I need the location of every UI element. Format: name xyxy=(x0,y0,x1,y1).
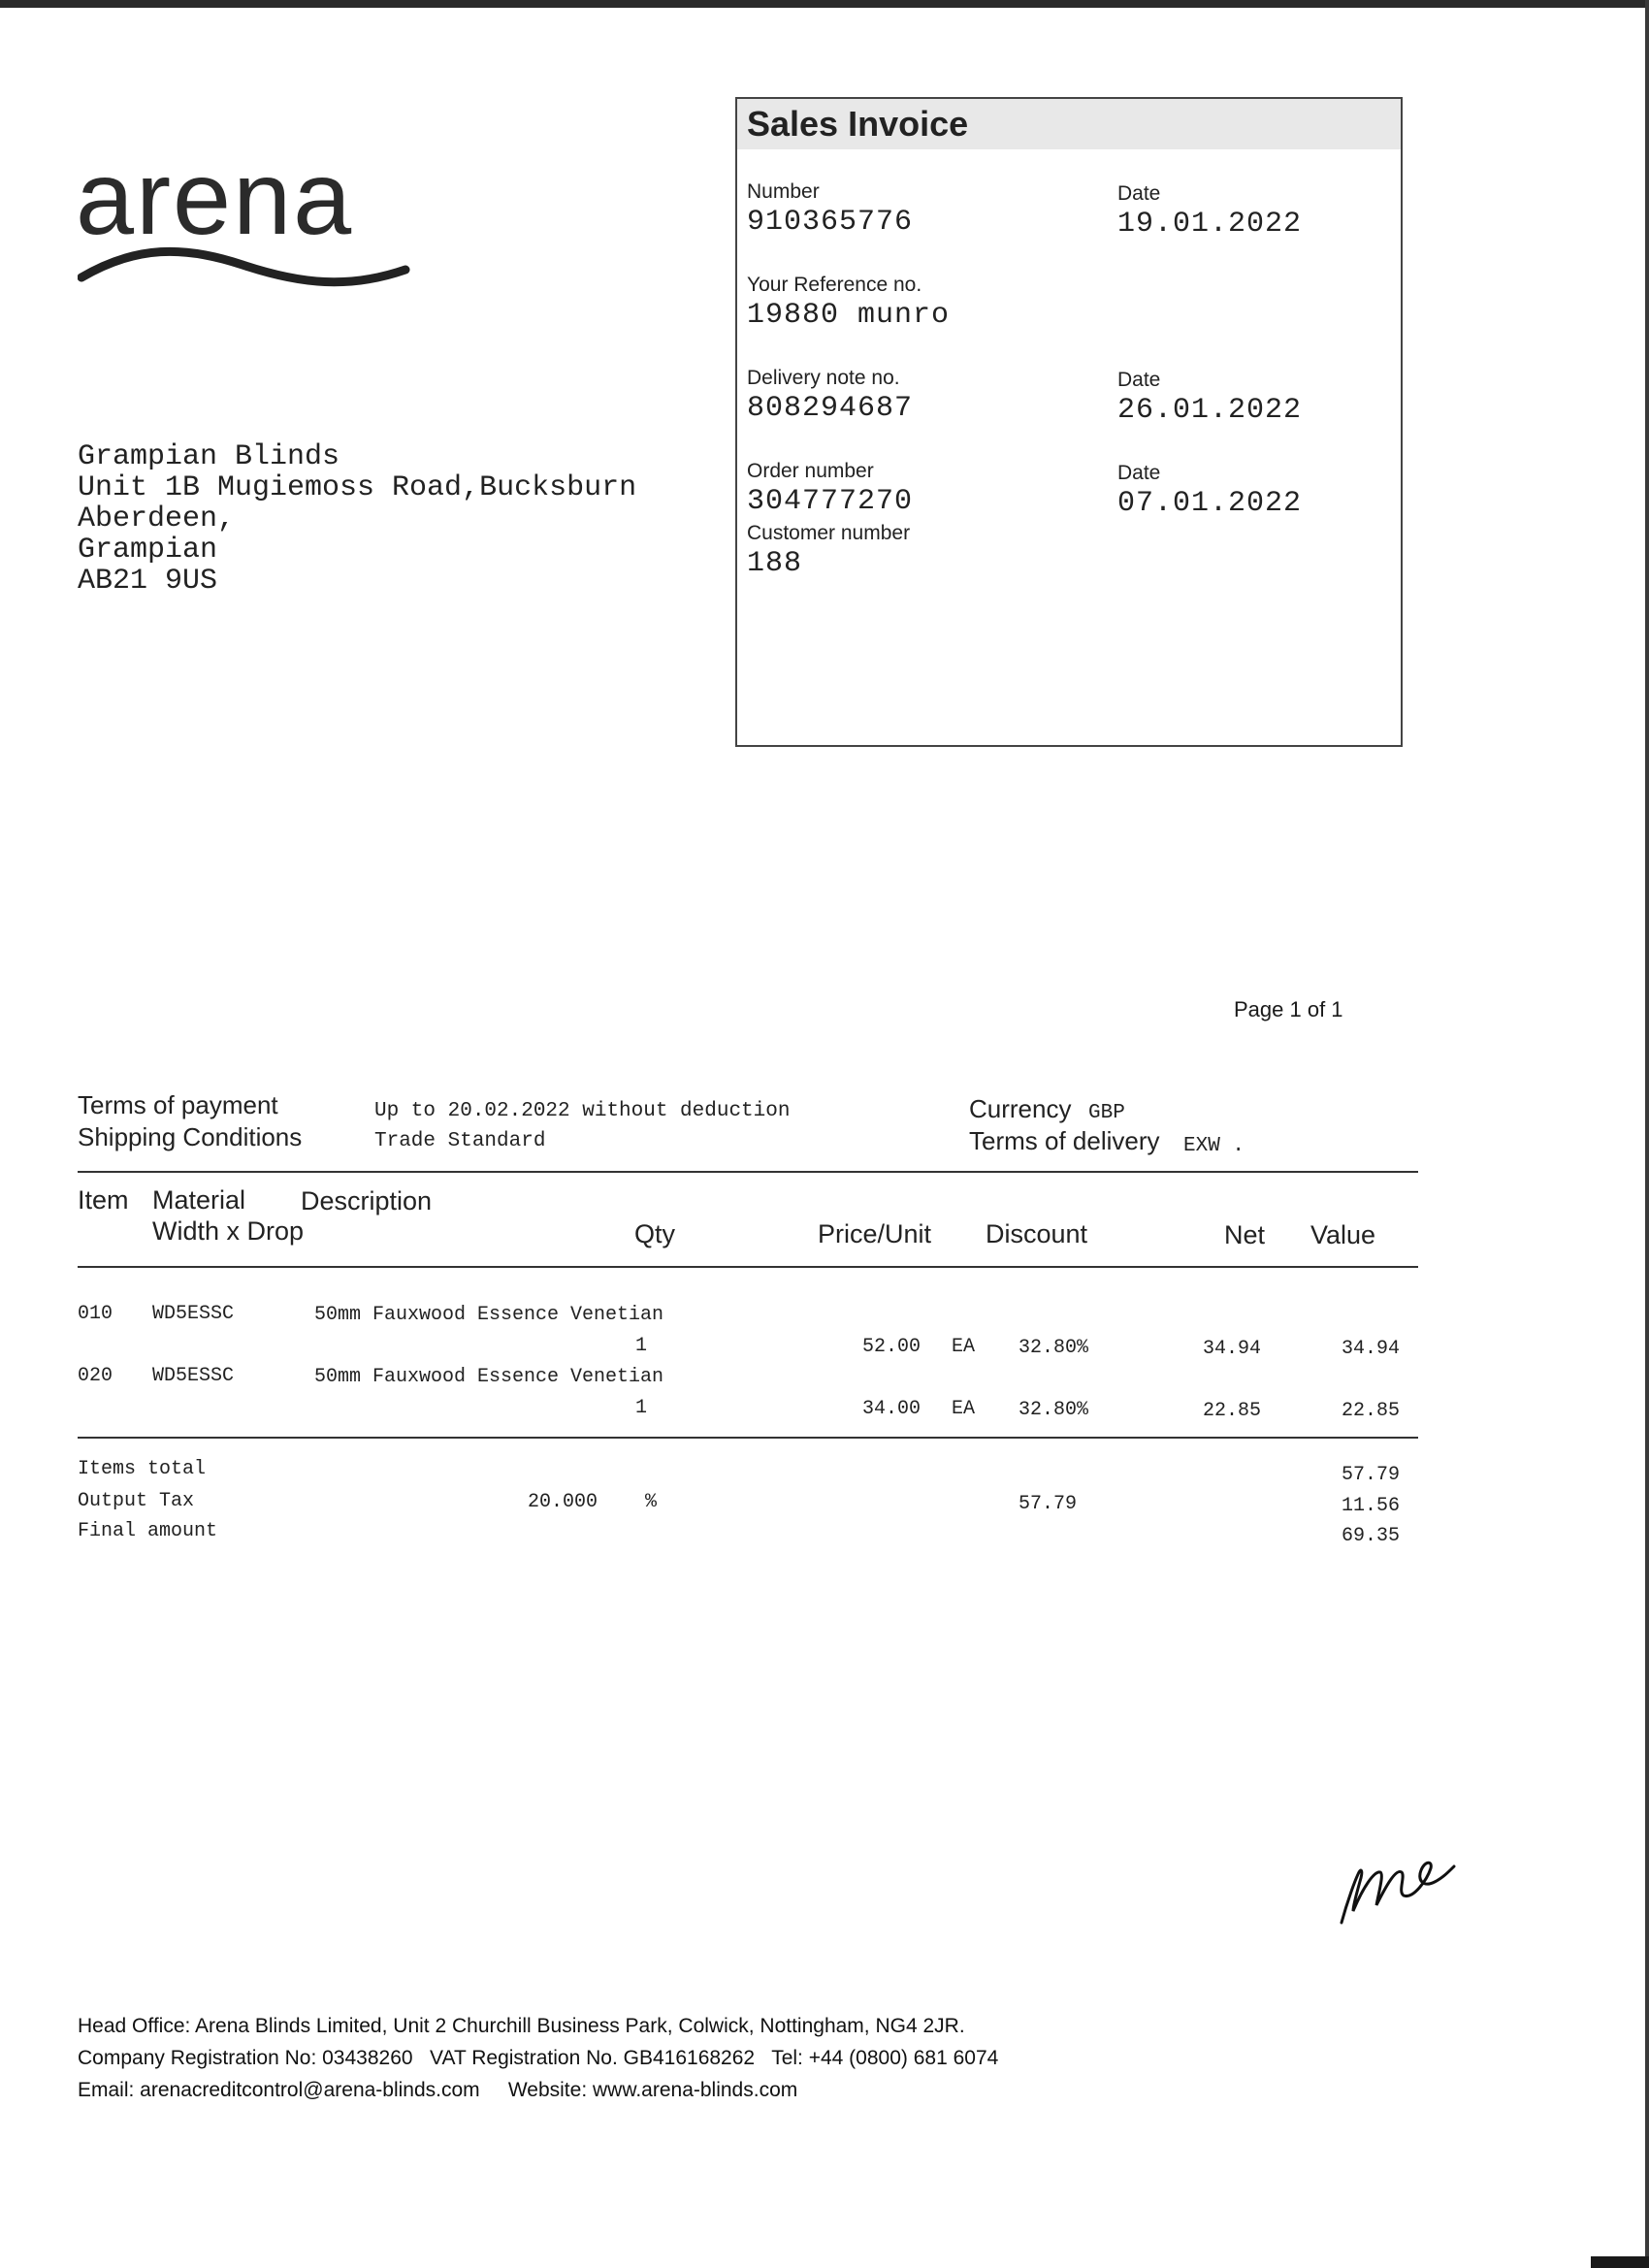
order-number: 304777270 xyxy=(747,485,914,518)
header-price-unit: Price/Unit xyxy=(818,1219,932,1248)
tax-value: 11.56 xyxy=(1342,1495,1401,1517)
customer-number-label: Customer number xyxy=(747,522,911,544)
final-amount-value: 69.35 xyxy=(1342,1525,1401,1547)
header-material: Material xyxy=(152,1185,246,1215)
row-unit: EA xyxy=(952,1336,976,1358)
reference-value: 19880 munro xyxy=(747,299,951,332)
row-value: 22.85 xyxy=(1342,1400,1401,1422)
row-item: 010 xyxy=(78,1303,113,1325)
divider xyxy=(78,1437,1418,1439)
row-value: 34.94 xyxy=(1342,1338,1401,1360)
invoice-number: 910365776 xyxy=(747,206,914,239)
invoice-date: 19.01.2022 xyxy=(1117,208,1303,241)
scan-edge-corner xyxy=(1591,2256,1649,2268)
output-tax-label: Output Tax xyxy=(78,1490,195,1512)
tax-rate: 20.000 xyxy=(528,1491,598,1513)
delivery-note-number: 808294687 xyxy=(747,392,914,425)
order-number-label: Order number xyxy=(747,460,874,482)
row-material: WD5ESSC xyxy=(152,1303,235,1325)
currency-value: GBP xyxy=(1088,1102,1125,1124)
company-footer xyxy=(78,2010,998,2106)
arena-logo xyxy=(76,139,415,301)
payment-terms-label: Terms of payment xyxy=(78,1090,278,1119)
footer-registration: Company Registration No: 03438260 VAT Registration No. GB416168262 Tel: +44 (0800) 681 6074 xyxy=(78,2047,999,2069)
tax-base: 57.79 xyxy=(1018,1493,1078,1515)
row-description: 50mm Fauxwood Essence Venetian xyxy=(314,1366,664,1388)
row-discount: 32.80% xyxy=(1018,1399,1089,1421)
page-number: Page 1 of 1 xyxy=(1234,997,1343,1021)
order-date-label: Date xyxy=(1117,462,1161,484)
tax-percent-sign: % xyxy=(645,1491,658,1513)
row-material: WD5ESSC xyxy=(152,1365,235,1387)
row-unit: EA xyxy=(952,1398,976,1420)
customer-number: 188 xyxy=(747,547,803,580)
handwritten-signature-icon xyxy=(1334,1824,1460,1930)
final-amount-label: Final amount xyxy=(78,1520,218,1542)
shipping-conditions-label: Shipping Conditions xyxy=(78,1122,303,1151)
row-qty: 1 xyxy=(635,1335,648,1357)
row-price: 34.00 xyxy=(862,1398,922,1420)
scan-edge-top xyxy=(0,0,1649,8)
invoice-title: Sales Invoice xyxy=(737,99,1401,149)
row-net: 34.94 xyxy=(1203,1338,1262,1360)
delivery-terms-label: Terms of delivery xyxy=(969,1126,1160,1155)
delivery-date: 26.01.2022 xyxy=(1117,394,1303,427)
items-total-value: 57.79 xyxy=(1342,1464,1401,1486)
footer-address: Head Office: Arena Blinds Limited, Unit 2 Churchill Business Park, Colwick, Nottingham, NG4 2JR. xyxy=(78,2015,965,2037)
footer-contact: Email: arenacreditcontrol@arena-blinds.com Website: www.arena-blinds.com xyxy=(78,2079,798,2101)
number-label: Number xyxy=(747,180,820,203)
currency-label: Currency xyxy=(969,1094,1072,1123)
address-line: Grampian xyxy=(78,534,218,567)
row-discount: 32.80% xyxy=(1018,1337,1089,1359)
header-discount: Discount xyxy=(986,1219,1088,1248)
reference-label: Your Reference no. xyxy=(747,274,922,296)
row-item: 020 xyxy=(78,1365,113,1387)
address-line: Unit 1B Mugiemoss Road,Bucksburn xyxy=(78,471,637,504)
delivery-note-label: Delivery note no. xyxy=(747,367,900,389)
header-net: Net xyxy=(1224,1220,1266,1249)
delivery-terms-value: EXW . xyxy=(1183,1135,1245,1157)
row-price: 52.00 xyxy=(862,1336,922,1358)
logo-text: arena xyxy=(76,139,354,256)
address-line: Aberdeen, xyxy=(78,502,236,535)
row-net: 22.85 xyxy=(1203,1400,1262,1422)
address-line: Grampian Blinds xyxy=(78,440,340,473)
order-date: 07.01.2022 xyxy=(1117,487,1303,520)
header-value: Value xyxy=(1310,1220,1376,1249)
logo-wave-icon xyxy=(78,241,412,299)
header-description: Description xyxy=(301,1186,433,1215)
row-description: 50mm Fauxwood Essence Venetian xyxy=(314,1304,664,1326)
scan-edge-right xyxy=(1645,0,1649,2268)
header-width-drop: Width x Drop xyxy=(152,1216,305,1246)
header-qty: Qty xyxy=(634,1219,676,1248)
divider xyxy=(78,1266,1418,1268)
recipient-address xyxy=(78,441,636,597)
items-total-label: Items total xyxy=(78,1458,207,1480)
row-qty: 1 xyxy=(635,1397,648,1419)
delivery-date-label: Date xyxy=(1117,369,1161,391)
date-label: Date xyxy=(1117,182,1161,205)
address-line: AB21 9US xyxy=(78,565,218,598)
invoice-info-box xyxy=(735,97,1403,747)
divider xyxy=(78,1171,1418,1173)
payment-terms-value: Up to 20.02.2022 without deduction xyxy=(374,1100,791,1122)
header-item: Item xyxy=(78,1185,129,1215)
shipping-conditions-value: Trade Standard xyxy=(374,1130,546,1152)
